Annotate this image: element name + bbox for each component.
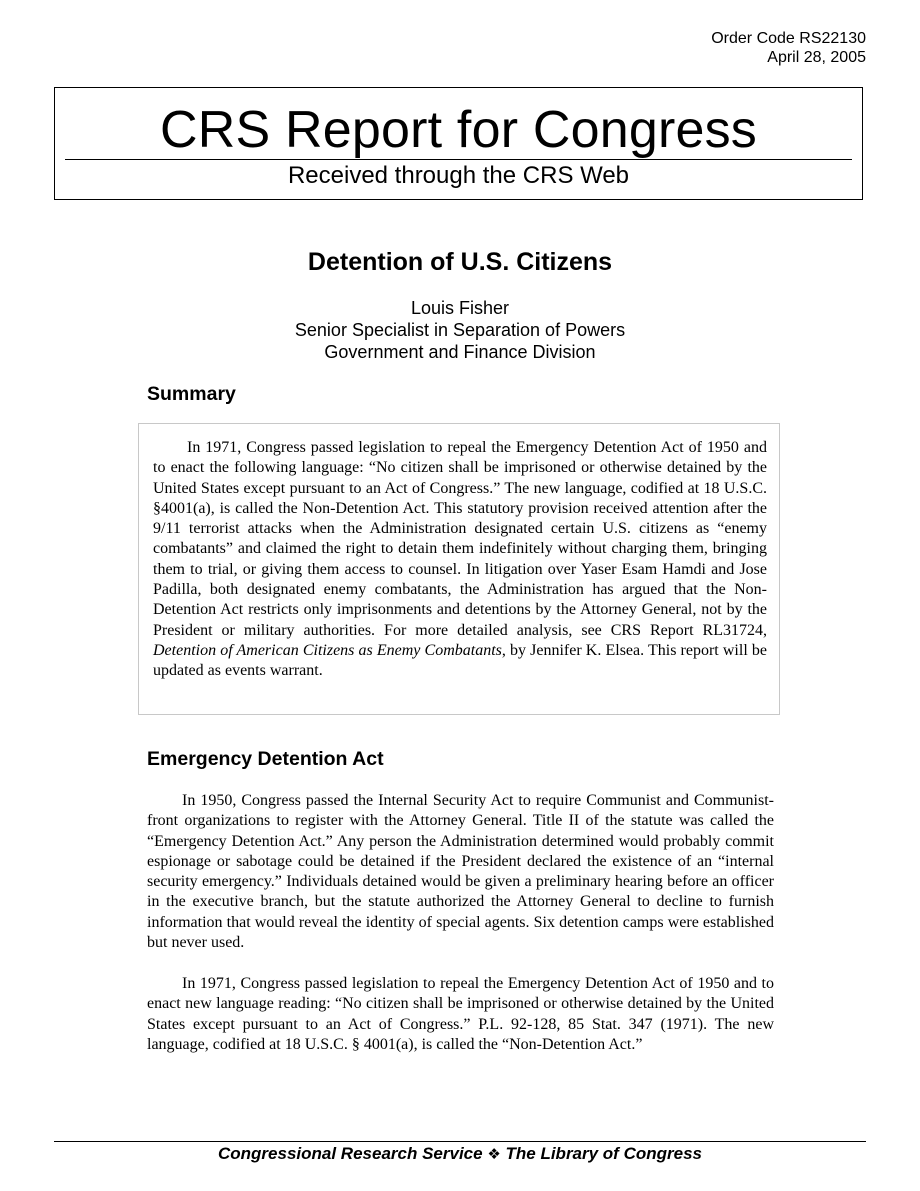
summary-text-start: In 1971, Congress passed legislation to repeal the Emergency Detention Act of 1950 and to enact the following language: “No citizen shall be imprisoned or otherwise detained by the United States except pursuant to an Act of Congress.” The new language, codified at 18 U.S.C. §4001(a), is called the Non-Detention Act. This statutory provision received attention after the 9/11 terrorist attacks when the Administration designated certain U.S. citizens as “enemy combatants” and claimed the right to detain them indefinitely without charging them, bringing them to trial, or giving them access to counsel. In litigation over Yaser Esam Hamdi and Jose Padilla, both designated enemy combatants, the Administration has argued that the Non-Detention Act restricts only imprisonments and detentions by the Attorney General, not by the President or military authorities. For more detailed analysis, see CRS Report RL31724,: [153, 439, 767, 639]
banner-subtitle: Received through the CRS Web: [287, 162, 630, 189]
body-paragraph-2: [147, 974, 774, 1055]
footer-divider: [54, 1141, 866, 1142]
author-block: [0, 297, 920, 363]
report-banner: [54, 87, 863, 200]
author-division: Government and Finance Division: [324, 342, 596, 362]
order-meta: [711, 29, 866, 67]
footer-right: The Library of Congress: [505, 1144, 702, 1163]
footer-left: Congressional Research Service: [218, 1144, 483, 1163]
paragraph-text: In 1950, Congress passed the Internal Security Act to require Communist and Communist-front organizations to register with the Attorney General. Title II of the statute was called the “Emergency Detention Act.” Any person the Administration determined would probably commit espionage or sabotage could be detained if the President declared the existence of an “internal security emergency.” Individuals detained would be given a preliminary hearing before an officer in the executive branch, but the statute authorized the Attorney General to decline to furnish information that would reveal the identity of special agents. Six detention camps were established but never used.: [147, 792, 774, 952]
summary-paragraph: [153, 438, 767, 682]
paragraph-text: In 1971, Congress passed legislation to repeal the Emergency Detention Act of 1950 and to enact new language reading: “No citizen shall be imprisoned or otherwise detained by the United States except pursuant to an Act of Congress.” P.L. 92-128, 85 Stat. 347 (1971). The new language, codified at 18 U.S.C. § 4001(a), is called the “Non-Detention Act.”: [147, 975, 774, 1053]
banner-divider: [65, 159, 852, 160]
section-heading: Emergency Detention Act: [147, 748, 384, 770]
order-code: Order Code RS22130: [711, 30, 866, 47]
author-title: Senior Specialist in Separation of Powers: [294, 320, 626, 340]
body-paragraph-1: [147, 791, 774, 953]
summary-text-end: , by Jennifer K. Elsea. This report will be updated as events warrant.: [153, 641, 767, 680]
footer: [0, 1143, 920, 1166]
cited-report-title: Detention of American Citizens as Enemy Combatants: [153, 641, 502, 659]
document-title: Detention of U.S. Citizens: [307, 248, 613, 276]
author-name: Louis Fisher: [410, 298, 510, 318]
summary-box: [138, 423, 780, 715]
summary-heading: Summary: [147, 383, 236, 405]
banner-title: CRS Report for Congress: [159, 101, 758, 159]
report-date: April 28, 2005: [767, 49, 866, 66]
diamond-icon: ❖: [487, 1146, 501, 1163]
